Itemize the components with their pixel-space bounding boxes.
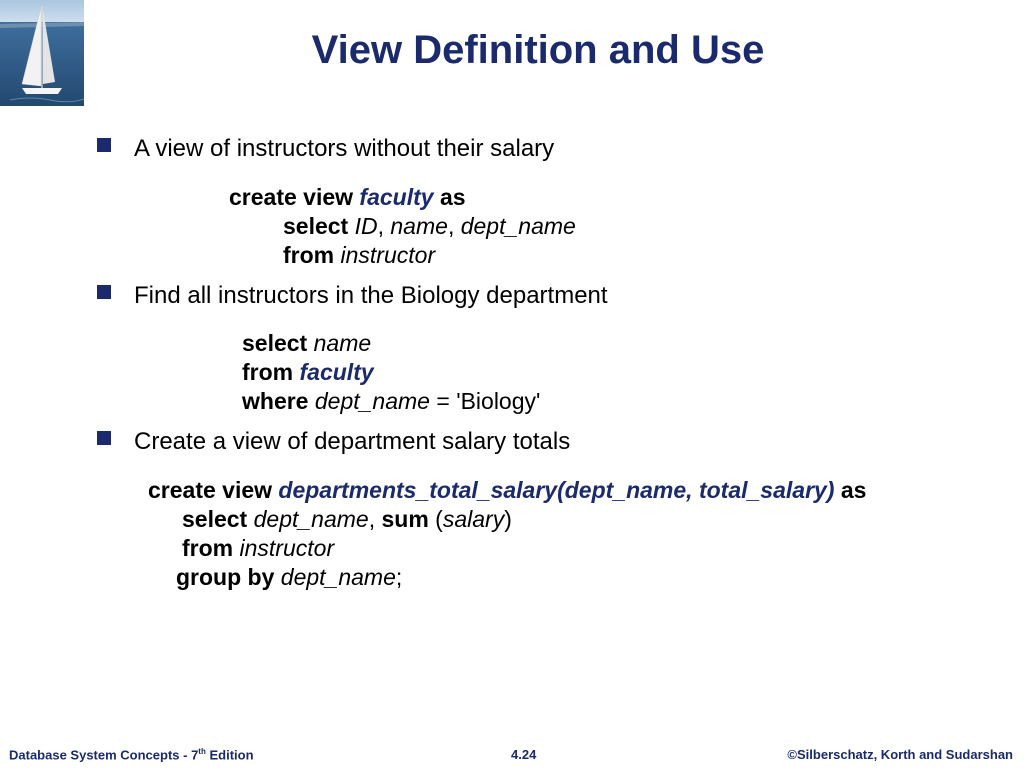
square-bullet-icon [97, 285, 111, 299]
separator: , [447, 213, 461, 239]
code-line [229, 183, 466, 212]
code-line [242, 358, 374, 387]
string-literal: 'Biology' [456, 388, 541, 414]
footer-book-title [9, 747, 254, 762]
operator: = [429, 388, 457, 414]
column: dept_name [460, 213, 576, 239]
keyword: from [182, 535, 234, 561]
code-line [242, 329, 371, 358]
separator: , [377, 213, 391, 239]
keyword: where [242, 388, 309, 414]
view-name: faculty [299, 359, 374, 385]
column: dept_name [253, 506, 369, 532]
code-line [283, 241, 435, 270]
keyword: from [242, 359, 294, 385]
column: name [313, 330, 372, 356]
page-number: 4.24 [511, 747, 537, 762]
column: ID [354, 213, 378, 239]
code-line [176, 563, 402, 592]
keyword: create view [229, 184, 354, 210]
code-line [182, 505, 512, 534]
keyword: select [182, 506, 248, 532]
keyword: select [242, 330, 308, 356]
paren: ) [504, 506, 512, 532]
bullet-text: Create a view of department salary totals [134, 428, 571, 455]
keyword: select [283, 213, 349, 239]
table-name: instructor [239, 535, 335, 561]
footer-book-title-text: Database System Concepts - 7 [9, 747, 199, 762]
footer-copyright: ©Silberschatz, Korth and Sudarshan [787, 747, 1013, 762]
keyword: from [283, 242, 335, 268]
bullet-text: Find all instructors in the Biology department [134, 282, 608, 309]
paren: ( [428, 506, 443, 532]
column: salary [442, 506, 505, 532]
terminator: ; [395, 564, 403, 590]
keyword: sum [381, 506, 429, 532]
code-line [283, 212, 576, 241]
code-line [182, 534, 334, 563]
keyword: create view [148, 477, 273, 503]
keyword: as [439, 184, 466, 210]
keyword: as [840, 477, 867, 503]
view-signature: departments_total_salary(dept_name, total_salary) [278, 477, 835, 503]
view-name: faculty [359, 184, 434, 210]
square-bullet-icon [97, 431, 111, 445]
slide-title: View Definition and Use [311, 28, 765, 72]
code-line [148, 476, 866, 505]
square-bullet-icon [97, 138, 111, 152]
footer-superscript: th [198, 746, 206, 756]
column: name [390, 213, 448, 239]
column: dept_name [280, 564, 396, 590]
footer-edition: Edition [205, 747, 254, 762]
table-name: instructor [340, 242, 436, 268]
code-line [242, 387, 540, 416]
separator: , [368, 506, 382, 532]
bullet-text: A view of instructors without their salary [134, 135, 555, 162]
keyword: group by [176, 564, 275, 590]
column: dept_name [314, 388, 430, 414]
